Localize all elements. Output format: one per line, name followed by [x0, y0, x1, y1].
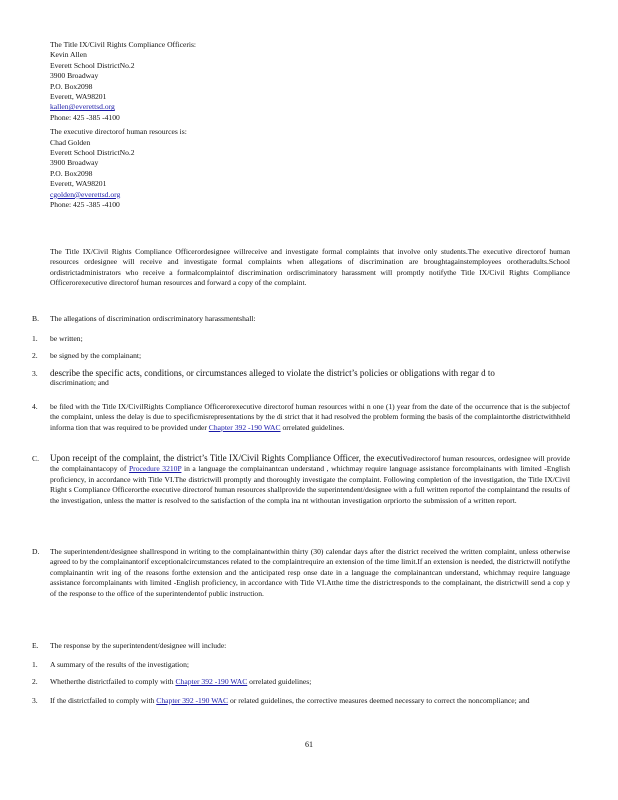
section-d-label: D. — [32, 547, 40, 556]
address-line: Everett School DistrictNo.2 — [50, 148, 135, 158]
list-item: be signed by the complainant; — [50, 351, 142, 360]
list-item-text: orrelated guidelines. — [280, 422, 345, 432]
list-number: 3. — [32, 369, 38, 378]
list-item-text: or related guidelines, the corrective measures deemed necessary to correct the noncompliance; and — [228, 696, 530, 705]
address-line: Kevin Allen — [50, 50, 87, 60]
list-item — [50, 696, 570, 706]
intro-paragraph: The Title IX/Civil Rights Compliance Officerordesignee willreceive and investigate formal complaints that involve only students.The executive directorof human resources ordesignee will receive and investigate formal complaints when allegations of discrimination are broughtagainstemployees orotheradults.School ordistrictadministrators who receive a formalcomplaintof discrimination ordiscriminatory harassment will promptly notifythe Title IX/Civil Rights Compliance Officerorexecutive directorof human resources and forward a copy of the complaint. — [50, 247, 570, 288]
phone-line: Phone: 425 -385 -4100 — [50, 200, 120, 210]
section-b-label: B. — [32, 314, 39, 323]
section-c-text: in a language the complainantcan understand , whichmay require language assistance forcomplainants with limited -English proficiency, in accordance with Title VI.The districtwill promptly and thoroughly investigate the complaint. Following completion of the investigation, the Title IX/Civil Right s Compliance Officerorthe executive directorof human resources shallprovide the superintendent/designee with a full written reportof the complaintand the results of the investigation, unless the matter is resolved to the satisfaction of the compla ina nt withoutan investigation orpriorto the submission of a written report. — [50, 464, 570, 505]
list-number: 2. — [32, 351, 38, 360]
procedure-link[interactable]: Procedure 3210P — [128, 464, 182, 474]
wac-link[interactable]: Chapter 392 -190 WAC — [208, 422, 281, 432]
section-c-text: edirectorof human resources, ordesignee will provide the complainantacopy of — [50, 454, 570, 474]
address-line: Chad Golden — [50, 137, 91, 147]
list-item: A summary of the results of the investigation; — [50, 660, 189, 669]
section-c-label: C. — [32, 454, 39, 463]
list-item-text: be filed with the Title IX/CivilRights Compliance Officerorexecutive directorof human resources withi n one (1) year from the date of the occurrence that is the subjectof the complaint, unless the delay is due to specificmisrepresentations by the di strict that it had resolved the problem forming the basis of the complaintorthe districtwithheld informa tion that was required to be provided under — [50, 402, 570, 432]
section-e-text: The response by the superintendent/designee will include: — [50, 641, 227, 650]
list-item-text: Whetherthe districtfailed to comply with — [50, 677, 176, 686]
address-line: Everett School DistrictNo.2 — [50, 60, 135, 70]
address-line: Everett, WA98201 — [50, 92, 107, 102]
list-item-text: If the districtfailed to comply with — [50, 696, 157, 705]
list-number: 3. — [32, 696, 38, 705]
email-link[interactable]: kallen@everettsd.org — [50, 102, 115, 112]
hr-director-heading: The executive directorof human resources is: — [50, 127, 187, 137]
address-line: Everett, WA98201 — [50, 179, 107, 189]
list-number: 1. — [32, 334, 38, 343]
address-line: P.O. Box2098 — [50, 81, 93, 91]
list-number: 1. — [32, 660, 38, 669]
section-c-paragraph — [50, 453, 570, 506]
list-item-text: describe the specific acts, conditions, or circumstances alleged to violate the district’s policies or obligations with regar d to — [50, 368, 495, 378]
page-number: 61 — [305, 740, 313, 749]
phone-line: Phone: 425 -385 -4100 — [50, 112, 120, 122]
list-item-text: discrimination; and — [50, 378, 109, 388]
address-line: 3900 Broadway — [50, 71, 99, 81]
compliance-officer-heading: The Title IX/Civil Rights Compliance Officeris: — [50, 40, 197, 49]
list-item — [50, 677, 570, 687]
officers-block — [50, 40, 570, 211]
list-item — [50, 368, 570, 389]
address-line: P.O. Box2098 — [50, 168, 93, 178]
list-item — [50, 402, 570, 433]
wac-link[interactable]: Chapter 392 -190 WAC — [156, 696, 229, 705]
section-c-lead: Upon receipt of the complaint, the district’s Title IX/Civil Rights Compliance Officer, the executiv — [50, 453, 408, 463]
list-number: 2. — [32, 677, 38, 686]
email-link[interactable]: cgolden@everettsd.org — [50, 189, 121, 199]
list-number: 4. — [32, 402, 38, 411]
section-d-paragraph: The superintendent/designee shallrespond in writing to the complainantwithin thirty (30) calendar days after the district received the written complaint, unless otherwise agreed to by the complainantorif exceptionalcircumstances related to the complaintrequire an extension of the time limit.If an extension is needed, the districtwill notifythe complainantin writ ing of the reasons forthe extension and the anticipated resp onse date in a language the complainantcan understand, whichmay require language assistance forcomplainants with limited -English proficiency, in accordance with Title VI.Atthe time the districtresponds to the complainant, the districtwill send a cop y of the response to the office of the superintendentof public instruction. — [50, 547, 571, 598]
list-item-text: orrelated guidelines; — [247, 677, 312, 686]
section-b-text: The allegations of discrimination ordiscriminatory harassmentshall: — [50, 314, 256, 323]
address-line: 3900 Broadway — [50, 158, 99, 168]
section-e-label: E. — [32, 641, 39, 650]
list-item: be written; — [50, 334, 83, 343]
wac-link[interactable]: Chapter 392 -190 WAC — [175, 677, 248, 686]
